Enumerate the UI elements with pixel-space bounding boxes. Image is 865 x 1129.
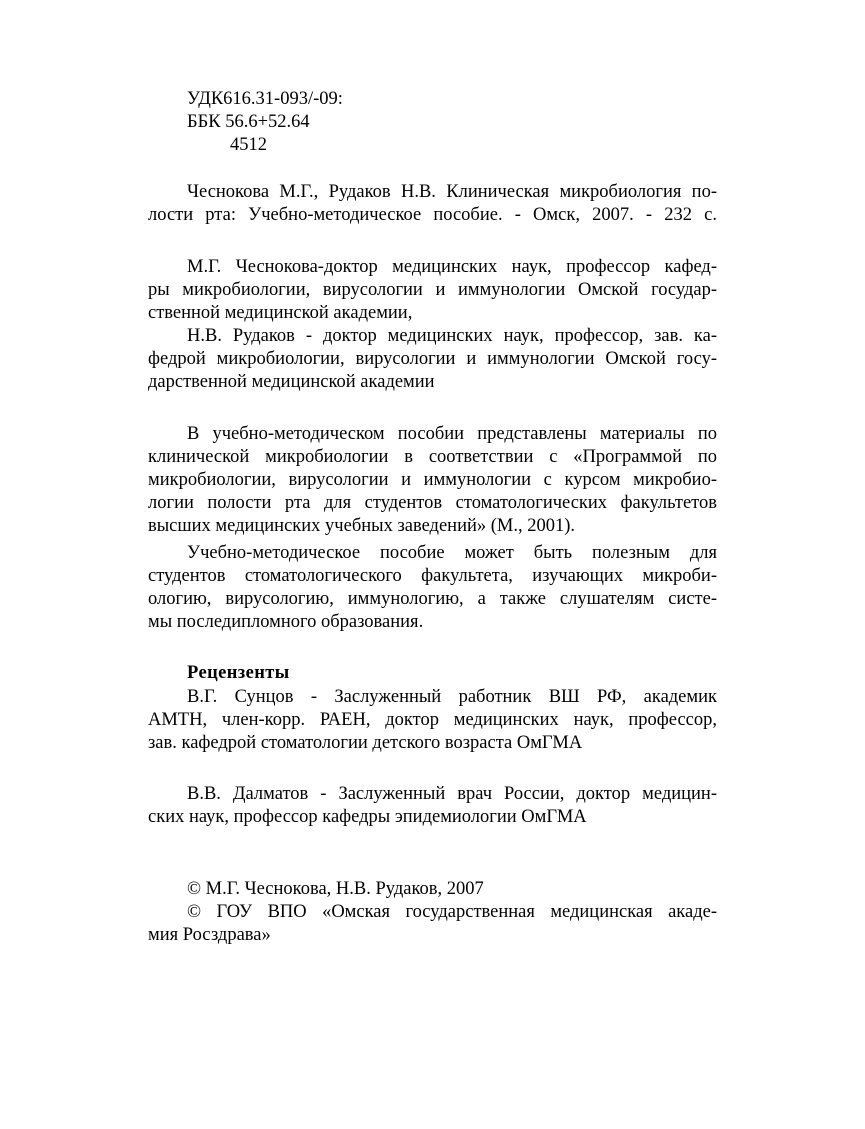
author-line: М.Г. Чеснокова-доктор медицинских наук, профессор кафед- bbox=[187, 257, 717, 277]
abstract-line: студентов стоматологического факультета, изучающих микроби- bbox=[148, 566, 717, 586]
bbk-code: ББК 56.6+52.64 bbox=[187, 112, 310, 132]
author-line: ры микробиологии, вирусологии и иммунологии Омской государ- bbox=[148, 280, 717, 300]
abstract-line: логии полости рта для студентов стоматологических факультетов bbox=[148, 493, 717, 513]
author-line: Н.В. Рудаков - доктор медицинских наук, профессор, зав. ка- bbox=[187, 326, 717, 346]
abstract-line: ологию, вирусологию, иммунологию, а также слушателям систе- bbox=[148, 589, 717, 609]
reviewer-line: зав. кафедрой стоматологии детского возраста ОмГМА bbox=[148, 733, 583, 753]
abstract-line: клинической микробиологии в соответствии с «Программой по bbox=[148, 447, 717, 467]
abstract-line: Учебно-методическое пособие может быть полезным для bbox=[187, 543, 717, 563]
reviewer-line: ских наук, профессор кафедры эпидемиологии ОмГМА bbox=[148, 807, 587, 827]
copyright-line: мия Росздрава» bbox=[148, 925, 271, 945]
citation-line: лости рта: Учебно-методическое пособие. - Омск, 2007. - 232 с. bbox=[148, 205, 717, 225]
author-mark: 4512 bbox=[230, 135, 267, 155]
citation-line: Чеснокова М.Г., Рудаков Н.В. Клиническая микробиология по- bbox=[187, 182, 717, 202]
copyright-line: © ГОУ ВПО «Омская государственная медицинская акаде- bbox=[187, 902, 717, 922]
abstract-line: мы последипломного образования. bbox=[148, 612, 424, 632]
author-line: дарственной медицинской академии bbox=[148, 372, 435, 392]
reviewers-heading: Рецензенты bbox=[187, 663, 290, 683]
author-line: федрой микробиологии, вирусологии и иммунологии Омской госу- bbox=[148, 349, 717, 369]
reviewer-line: В.Г. Сунцов - Заслуженный работник ВШ РФ, академик bbox=[187, 687, 717, 707]
udk-code: УДК616.31-093/-09: bbox=[187, 89, 343, 109]
abstract-line: высших медицинских учебных заведений» (М., 2001). bbox=[148, 516, 576, 536]
reviewer-line: АМТН, член-корр. РАЕН, доктор медицинских наук, профессор, bbox=[148, 710, 717, 730]
reviewer-line: В.В. Далматов - Заслуженный врач России, доктор медицин- bbox=[187, 784, 717, 804]
copyright-line: © М.Г. Чеснокова, Н.В. Рудаков, 2007 bbox=[187, 879, 484, 899]
abstract-line: микробиологии, вирусологии и иммунологии с курсом микробио- bbox=[148, 470, 717, 490]
author-line: ственной медицинской академии, bbox=[148, 303, 413, 323]
abstract-line: В учебно-методическом пособии представлены материалы по bbox=[187, 424, 717, 444]
